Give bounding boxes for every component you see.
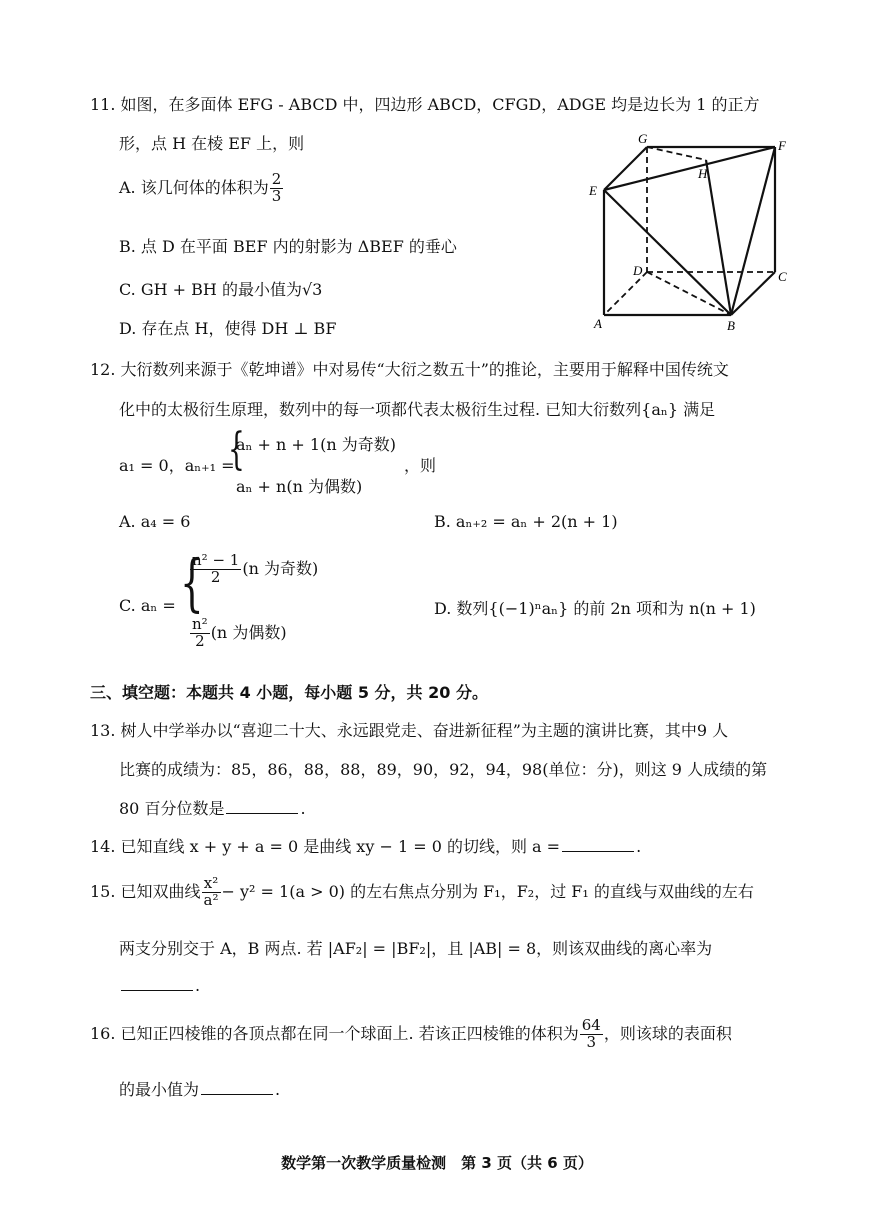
- fraction-denominator: 3: [586, 1032, 597, 1051]
- edge-db: [647, 272, 731, 315]
- q14-line1: [90, 834, 641, 857]
- q16-post: ，则该球的表面积: [603, 1023, 732, 1043]
- q15-fraction: [202, 876, 221, 909]
- label-d: D: [633, 263, 643, 278]
- q12-option-c-brace: {: [180, 546, 204, 619]
- q16-line2-text: 的最小值为: [119, 1080, 200, 1099]
- q12-cond-right: ，则: [404, 456, 437, 475]
- q11-option-b: B. 点 D 在平面 BEF 内的射影为 ΔBEF 的垂心: [119, 237, 457, 256]
- q15-line2: 两支分别交于 A，B 两点. 若 |AF₂| = |BF₂|，且 |AB| = 8，则该双曲线的离心率为: [119, 939, 713, 958]
- q11-option-c: C. GH + BH 的最小值为√3: [119, 280, 323, 299]
- fraction-numerator: 64: [581, 1016, 601, 1034]
- fraction-numerator: n²: [192, 615, 208, 633]
- label-a: A: [594, 316, 602, 331]
- edge-hb: [706, 160, 731, 315]
- q12-cond-brace: {: [228, 424, 245, 475]
- q13-line2: 比赛的成绩为：85，86，88，88，89，90，92，94，98(单位：分)，则这 9 人成绩的第: [119, 760, 768, 779]
- fraction-numerator: 2: [271, 170, 282, 188]
- q15-line1: [90, 876, 754, 909]
- answer-blank[interactable]: [562, 837, 634, 852]
- q12-cond-case2: aₙ + n(n 为偶数): [236, 477, 363, 496]
- answer-blank[interactable]: [226, 799, 298, 814]
- case-condition: (n 为偶数): [210, 622, 287, 642]
- fraction-numerator: n² − 1: [192, 551, 240, 569]
- q13-line3: [119, 796, 306, 819]
- q12-line1: 12. 大衍数列来源于《乾坤谱》中对易传“大衍之数五十”的推论，主要用于解释中国传统文: [90, 360, 729, 379]
- fraction-denominator: a²: [203, 890, 219, 909]
- q11-line1: 11. 如图，在多面体 EFG - ABCD 中，四边形 ABCD，CFGD，ADGE 均是边长为 1 的正方: [90, 95, 760, 114]
- q13-line1: 13. 树人中学举办以“喜迎二十大、永远跟党走、奋进新征程”为主题的演讲比赛，其中9 人: [90, 721, 729, 740]
- fraction-denominator: 3: [271, 186, 282, 205]
- q12-option-b: B. aₙ₊₂ = aₙ + 2(n + 1): [434, 512, 618, 531]
- label-f: F: [778, 138, 786, 153]
- fraction-numerator: x²: [202, 876, 221, 893]
- q12-option-c-case1: [189, 553, 318, 586]
- q14-text: 14. 已知直线 x + y + a = 0 是曲线 xy − 1 = 0 的切线，则 a =: [90, 837, 561, 856]
- q15-pre: 15. 已知双曲线: [90, 881, 201, 901]
- q16-line2: [119, 1077, 280, 1100]
- case-condition: (n 为奇数): [242, 558, 319, 578]
- label-b: B: [727, 318, 735, 333]
- label-h: H: [698, 166, 708, 181]
- q12-option-c-left: C. aₙ =: [119, 596, 176, 615]
- q11-option-a-fraction: [270, 172, 284, 205]
- label-e: E: [589, 183, 597, 198]
- polyhedron-figure: [585, 128, 795, 338]
- q11-option-a: [119, 172, 284, 205]
- period: .: [300, 799, 306, 818]
- q15-post: − y² = 1(a > 0) 的左右焦点分别为 F₁，F₂，过 F₁ 的直线与双曲线的左右: [221, 881, 754, 901]
- label-c: C: [778, 269, 787, 284]
- edge-bf: [731, 147, 775, 315]
- q13-line3-text: 80 百分位数是: [119, 799, 225, 818]
- edge-ef: [604, 147, 775, 190]
- q12-line2: 化中的太极衍生原理，数列中的每一项都代表太极衍生过程. 已知大衍数列{aₙ} 满足: [119, 400, 716, 419]
- fraction-denominator: 2: [210, 567, 221, 586]
- section-heading: 三、填空题：本题共 4 小题，每小题 5 分，共 20 分。: [90, 683, 488, 702]
- period: .: [195, 976, 201, 995]
- q16-pre: 16. 已知正四棱锥的各顶点都在同一个球面上. 若该正四棱锥的体积为: [90, 1023, 579, 1043]
- page-footer: 数学第一次教学质量检测 第 3 页（共 6 页）: [281, 1154, 593, 1172]
- period: .: [636, 837, 642, 856]
- label-g: G: [638, 131, 648, 146]
- q12-option-a: A. a₄ = 6: [119, 512, 191, 531]
- q12-option-d: D. 数列{(−1)ⁿaₙ} 的前 2n 项和为 n(n + 1): [434, 599, 756, 618]
- q15-line3: [119, 976, 200, 995]
- period: .: [275, 1080, 281, 1099]
- q11-option-a-text: A. 该几何体的体积为: [119, 177, 269, 197]
- q11-line2: 形，点 H 在棱 EF 上，则: [119, 134, 305, 153]
- edge-gh: [647, 147, 706, 160]
- answer-blank[interactable]: [121, 976, 193, 991]
- q12-cond-left: a₁ = 0，aₙ₊₁ =: [119, 456, 235, 475]
- answer-blank[interactable]: [201, 1080, 273, 1095]
- q12-option-c-case2: [189, 617, 287, 650]
- edge-da: [604, 272, 647, 315]
- q12-cond-case1: aₙ + n + 1(n 为奇数): [236, 435, 396, 454]
- q16-fraction: [580, 1018, 603, 1051]
- fraction-denominator: 2: [195, 631, 205, 650]
- q11-option-d: D. 存在点 H，使得 DH ⊥ BF: [119, 319, 337, 338]
- q16-line1: [90, 1018, 732, 1051]
